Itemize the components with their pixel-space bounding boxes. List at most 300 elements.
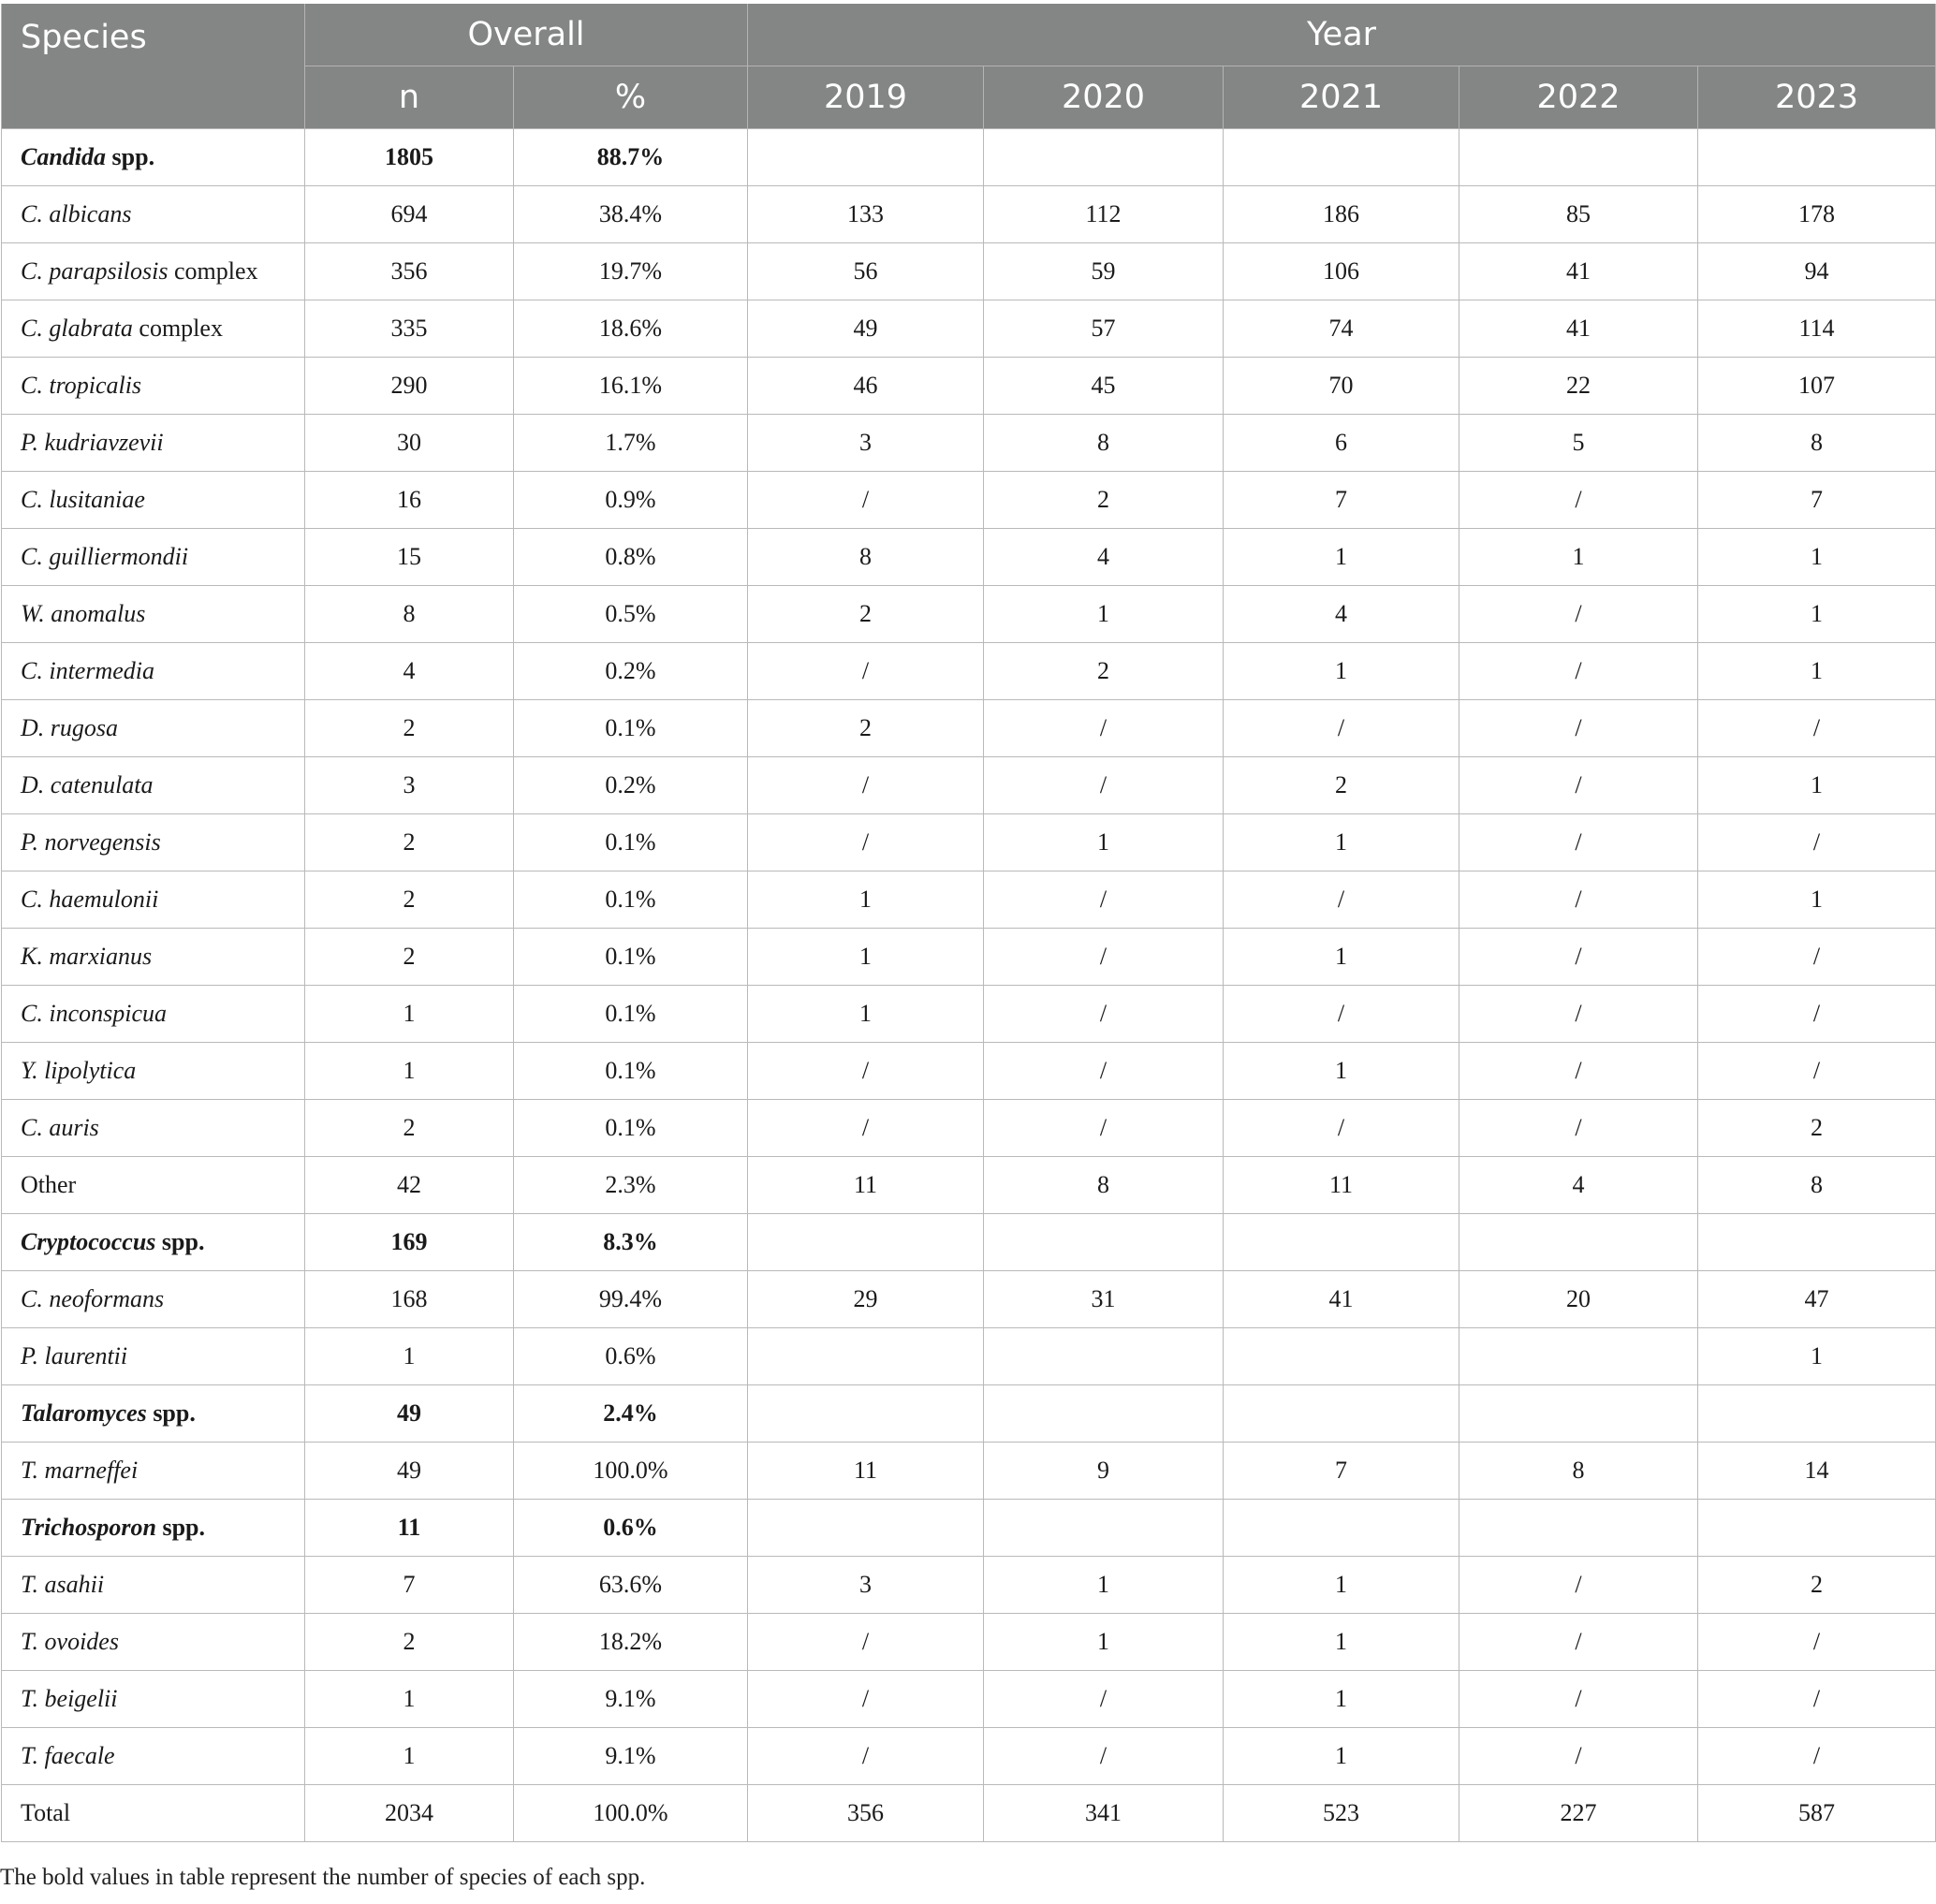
year-2022-cell: / [1459,1728,1698,1785]
year-2021-cell: 70 [1224,358,1459,415]
table-row [2,986,1936,1043]
year-2019-cell [748,1328,984,1385]
species-name-italic: T. ovoides [21,1628,119,1655]
year-2022-cell: / [1459,700,1698,757]
year-2023-cell: / [1698,1671,1936,1728]
count-cell: 1805 [305,129,514,186]
species-name-suffix: spp. [106,143,155,170]
year-2020-cell: 59 [984,243,1224,300]
species-name-italic: C. auris [21,1114,99,1141]
year-2019-cell: / [748,757,984,814]
species-cell [2,1500,305,1557]
percent-cell: 0.5% [514,586,748,643]
year-2020-cell: 1 [984,1614,1224,1671]
species-name-italic: C. glabrata [21,315,133,342]
percent-cell: 0.1% [514,929,748,986]
year-2021-cell: 523 [1224,1785,1459,1842]
percent-cell: 0.1% [514,814,748,871]
year-2022-cell: 227 [1459,1785,1698,1842]
year-2020-cell: 112 [984,186,1224,243]
species-name-italic: C. haemulonii [21,886,159,913]
year-2020-cell: / [984,929,1224,986]
year-2021-cell [1224,1385,1459,1443]
percent-cell: 8.3% [514,1214,748,1271]
count-cell: 15 [305,529,514,586]
table-row [2,300,1936,358]
count-cell: 2 [305,871,514,929]
year-2023-cell: 1 [1698,643,1936,700]
year-2020-cell [984,1328,1224,1385]
year-2022-cell: / [1459,643,1698,700]
species-cell [2,814,305,871]
percent-cell: 0.1% [514,986,748,1043]
group-row [2,129,1936,186]
year-2022-cell: 5 [1459,415,1698,472]
year-2021-cell: 1 [1224,1043,1459,1100]
species-cell [2,986,305,1043]
species-name-italic: T. asahii [21,1571,105,1598]
year-2021-cell [1224,129,1459,186]
year-2020-cell: / [984,700,1224,757]
year-2021-cell: 186 [1224,186,1459,243]
table-row [2,1443,1936,1500]
year-2022-cell: / [1459,1671,1698,1728]
year-2019-cell: 1 [748,871,984,929]
percent-cell: 18.6% [514,300,748,358]
year-2019-cell: / [748,472,984,529]
count-cell: 2 [305,929,514,986]
year-2021-cell: 106 [1224,243,1459,300]
table-row [2,1043,1936,1100]
species-table [1,4,1936,1842]
species-name-italic: Talaromyces [21,1399,147,1427]
count-cell: 2034 [305,1785,514,1842]
table-row [2,529,1936,586]
count-cell: 3 [305,757,514,814]
species-cell [2,1443,305,1500]
table-header [2,4,1936,129]
count-cell: 335 [305,300,514,358]
year-2019-cell: 29 [748,1271,984,1328]
table-row [2,757,1936,814]
table-body [2,129,1936,1842]
overall-header: Overall [305,4,748,66]
year-2021-cell: / [1224,700,1459,757]
count-cell: 7 [305,1557,514,1614]
year-2020-cell: 2 [984,472,1224,529]
year-2021-cell: 1 [1224,814,1459,871]
year-2023-cell: 587 [1698,1785,1936,1842]
species-name-suffix: spp. [155,1514,206,1541]
year-2021-cell: 1 [1224,643,1459,700]
year-2021-cell: / [1224,986,1459,1043]
year-2021-cell: / [1224,871,1459,929]
year-2022-cell: / [1459,1100,1698,1157]
year-2021-cell: 4 [1224,586,1459,643]
year-2022-cell: 85 [1459,186,1698,243]
species-cell [2,129,305,186]
year-2021-cell: 2 [1224,757,1459,814]
count-cell: 2 [305,700,514,757]
year-2023-cell: 107 [1698,358,1936,415]
year-2023-cell: / [1698,1728,1936,1785]
year-2022-cell: / [1459,1557,1698,1614]
year-2019-cell: 2 [748,700,984,757]
year-2023-cell: / [1698,1614,1936,1671]
count-cell: 1 [305,1328,514,1385]
percent-cell: 0.6% [514,1328,748,1385]
year-2019-cell: 1 [748,929,984,986]
count-cell: 42 [305,1157,514,1214]
species-name-italic: P. norvegensis [21,828,161,856]
percent-cell: 38.4% [514,186,748,243]
table-row [2,186,1936,243]
species-name-suffix: complex [132,315,223,342]
year-2019-cell: / [748,1671,984,1728]
year-2020-cell: 1 [984,814,1224,871]
year-2019-cell [748,1500,984,1557]
species-name-italic: C. tropicalis [21,372,142,399]
species-cell [2,1728,305,1785]
species-cell [2,186,305,243]
year-2023-cell [1698,1500,1936,1557]
year-2023-cell [1698,1385,1936,1443]
percent-cell: 0.1% [514,1043,748,1100]
year-2020-header: 2020 [984,66,1224,129]
year-2022-cell: 8 [1459,1443,1698,1500]
year-2022-cell: 41 [1459,243,1698,300]
year-2023-cell: / [1698,1043,1936,1100]
year-2021-cell: 7 [1224,1443,1459,1500]
year-2020-cell: / [984,757,1224,814]
header-row-top [2,4,1936,66]
species-cell [2,243,305,300]
count-cell: 694 [305,186,514,243]
year-2021-cell: 1 [1224,1671,1459,1728]
year-2019-cell [748,129,984,186]
year-2023-cell: 2 [1698,1100,1936,1157]
year-2023-cell: 8 [1698,415,1936,472]
species-cell [2,871,305,929]
species-cell [2,529,305,586]
year-2022-cell [1459,129,1698,186]
table-wrapper [0,4,1936,1842]
species-cell [2,300,305,358]
year-2021-cell: 6 [1224,415,1459,472]
percent-cell: 9.1% [514,1728,748,1785]
group-row [2,1214,1936,1271]
species-name-italic: P. kudriavzevii [21,429,164,456]
year-2019-cell [748,1385,984,1443]
table-row [2,1671,1936,1728]
percent-cell: 0.1% [514,700,748,757]
year-2021-cell: 1 [1224,929,1459,986]
year-2022-cell: / [1459,986,1698,1043]
percent-cell: 63.6% [514,1557,748,1614]
table-row [2,1785,1936,1842]
percent-cell: 0.6% [514,1500,748,1557]
table-row [2,643,1936,700]
year-2023-cell: 94 [1698,243,1936,300]
year-2019-cell: 11 [748,1157,984,1214]
year-2022-cell: / [1459,929,1698,986]
species-cell [2,1157,305,1214]
group-row [2,1500,1936,1557]
species-name-italic: C. parapsilosis [21,257,169,285]
count-cell: 290 [305,358,514,415]
year-2021-cell: 74 [1224,300,1459,358]
year-2022-cell: 20 [1459,1271,1698,1328]
count-cell: 11 [305,1500,514,1557]
year-2020-cell [984,1500,1224,1557]
year-2023-cell: / [1698,929,1936,986]
species-cell [2,643,305,700]
year-2021-cell [1224,1214,1459,1271]
species-name-italic: D. rugosa [21,714,119,741]
species-name-italic: W. anomalus [21,600,146,627]
year-2021-cell: 1 [1224,1614,1459,1671]
year-2022-cell: / [1459,757,1698,814]
table-row [2,1271,1936,1328]
table-row [2,472,1936,529]
table-row [2,814,1936,871]
species-cell [2,586,305,643]
species-name-italic: C. guilliermondii [21,543,189,570]
year-header: Year [748,4,1936,66]
table-footnote: The bold values in table represent the number of species of each spp. [0,1865,646,1890]
species-name-italic: C. lusitaniae [21,486,145,513]
species-cell [2,1043,305,1100]
species-cell [2,415,305,472]
percent-cell: 88.7% [514,129,748,186]
percent-cell: 1.7% [514,415,748,472]
year-2023-cell: / [1698,700,1936,757]
year-2022-cell: 41 [1459,300,1698,358]
table-row [2,358,1936,415]
pct-header: % [514,66,748,129]
year-2019-cell: / [748,1728,984,1785]
year-2023-cell [1698,1214,1936,1271]
year-2022-cell [1459,1214,1698,1271]
species-name-italic: D. catenulata [21,771,154,798]
species-name-italic: T. beigelii [21,1685,118,1712]
species-cell [2,1271,305,1328]
year-2020-cell: 4 [984,529,1224,586]
year-2022-cell: / [1459,586,1698,643]
year-2020-cell: 1 [984,1557,1224,1614]
year-2020-cell: / [984,1728,1224,1785]
species-cell [2,1385,305,1443]
count-cell: 1 [305,1728,514,1785]
year-2023-cell: 1 [1698,757,1936,814]
year-2023-cell [1698,129,1936,186]
year-2023-cell: 2 [1698,1557,1936,1614]
table-row [2,871,1936,929]
year-2023-cell: 1 [1698,529,1936,586]
table-row [2,929,1936,986]
species-name-italic: Candida [21,143,107,170]
count-cell: 16 [305,472,514,529]
year-2020-cell: / [984,986,1224,1043]
species-name-italic: C. neoformans [21,1285,165,1312]
percent-cell: 0.9% [514,472,748,529]
year-2020-cell: 1 [984,586,1224,643]
table-row [2,1614,1936,1671]
year-2020-cell: 2 [984,643,1224,700]
table-row [2,1728,1936,1785]
year-2022-cell: / [1459,871,1698,929]
year-2023-cell: 1 [1698,871,1936,929]
species-cell [2,1100,305,1157]
year-2023-cell: / [1698,986,1936,1043]
year-2023-header: 2023 [1698,66,1936,129]
species-cell [2,358,305,415]
species-name-suffix: spp. [155,1228,205,1255]
percent-cell: 0.8% [514,529,748,586]
percent-cell: 0.2% [514,757,748,814]
count-cell: 2 [305,1614,514,1671]
percent-cell: 0.2% [514,643,748,700]
count-cell: 356 [305,243,514,300]
count-cell: 8 [305,586,514,643]
percent-cell: 2.3% [514,1157,748,1214]
year-2021-cell: / [1224,1100,1459,1157]
year-2022-cell [1459,1500,1698,1557]
count-cell: 168 [305,1271,514,1328]
percent-cell: 99.4% [514,1271,748,1328]
year-2021-cell: 1 [1224,529,1459,586]
percent-cell: 0.1% [514,871,748,929]
year-2023-cell: 1 [1698,586,1936,643]
year-2022-cell [1459,1328,1698,1385]
species-cell [2,1557,305,1614]
year-2019-cell: 49 [748,300,984,358]
count-cell: 30 [305,415,514,472]
year-2020-cell: 8 [984,415,1224,472]
species-name-italic: K. marxianus [21,943,153,970]
species-name-italic: C. albicans [21,200,132,227]
count-cell: 1 [305,1671,514,1728]
year-2019-cell: / [748,814,984,871]
table-row [2,1100,1936,1157]
table-row [2,1328,1936,1385]
species-cell [2,757,305,814]
year-2023-cell: 47 [1698,1271,1936,1328]
year-2020-cell: / [984,1043,1224,1100]
species-name-italic: C. inconspicua [21,1000,167,1027]
year-2019-cell: / [748,1614,984,1671]
year-2020-cell [984,1214,1224,1271]
year-2021-cell: 11 [1224,1157,1459,1214]
species-cell [2,700,305,757]
group-row [2,1385,1936,1443]
species-cell [2,472,305,529]
year-2020-cell: 341 [984,1785,1224,1842]
count-cell: 49 [305,1385,514,1443]
year-2020-cell [984,129,1224,186]
species-cell [2,1614,305,1671]
year-2022-cell: 22 [1459,358,1698,415]
species-name-suffix: spp. [146,1399,196,1427]
species-name-suffix: complex [168,257,258,285]
percent-cell: 0.1% [514,1100,748,1157]
percent-cell: 9.1% [514,1671,748,1728]
year-2022-cell: / [1459,1043,1698,1100]
count-cell: 1 [305,986,514,1043]
year-2019-cell: 8 [748,529,984,586]
table-row [2,700,1936,757]
species-name-italic: Y. lipolytica [21,1057,137,1084]
year-2019-cell [748,1214,984,1271]
species-cell [2,1671,305,1728]
species-header: Species [2,4,305,129]
year-2019-cell: 56 [748,243,984,300]
year-2019-cell: 356 [748,1785,984,1842]
year-2020-cell: 8 [984,1157,1224,1214]
species-name-italic: Trichosporon [21,1514,156,1541]
year-2020-cell: / [984,871,1224,929]
species-cell [2,929,305,986]
year-2019-cell: 11 [748,1443,984,1500]
year-2021-cell: 41 [1224,1271,1459,1328]
year-2022-cell: / [1459,472,1698,529]
year-2021-cell: 1 [1224,1557,1459,1614]
year-2019-cell: 1 [748,986,984,1043]
count-cell: 2 [305,814,514,871]
species-name-italic: C. intermedia [21,657,154,684]
percent-cell: 18.2% [514,1614,748,1671]
year-2023-cell: 1 [1698,1328,1936,1385]
count-cell: 49 [305,1443,514,1500]
percent-cell: 19.7% [514,243,748,300]
species-name-italic: T. marneffei [21,1457,139,1484]
year-2019-cell: 133 [748,186,984,243]
year-2021-header: 2021 [1224,66,1459,129]
year-2020-cell: 45 [984,358,1224,415]
year-2023-cell: 7 [1698,472,1936,529]
year-2021-cell [1224,1500,1459,1557]
count-cell: 2 [305,1100,514,1157]
percent-cell: 100.0% [514,1785,748,1842]
year-2020-cell: / [984,1671,1224,1728]
species-cell [2,1328,305,1385]
year-2023-cell: 178 [1698,186,1936,243]
year-2019-cell: 46 [748,358,984,415]
year-2021-cell: 1 [1224,1728,1459,1785]
species-cell [2,1785,305,1842]
table-row [2,1557,1936,1614]
species-name-italic: T. faecale [21,1742,115,1769]
table-row [2,415,1936,472]
year-2019-cell: / [748,1100,984,1157]
count-cell: 1 [305,1043,514,1100]
year-2020-cell: 57 [984,300,1224,358]
year-2022-cell: 1 [1459,529,1698,586]
year-2020-cell: 31 [984,1271,1224,1328]
species-name-suffix: Other [21,1171,77,1198]
year-2021-cell: 7 [1224,472,1459,529]
species-name-suffix: Total [21,1799,71,1826]
species-name-italic: Cryptococcus [21,1228,156,1255]
year-2019-header: 2019 [748,66,984,129]
species-cell [2,1214,305,1271]
year-2022-header: 2022 [1459,66,1698,129]
year-2020-cell [984,1385,1224,1443]
year-2023-cell: 14 [1698,1443,1936,1500]
year-2019-cell: / [748,643,984,700]
year-2019-cell: / [748,1043,984,1100]
n-header: n [305,66,514,129]
